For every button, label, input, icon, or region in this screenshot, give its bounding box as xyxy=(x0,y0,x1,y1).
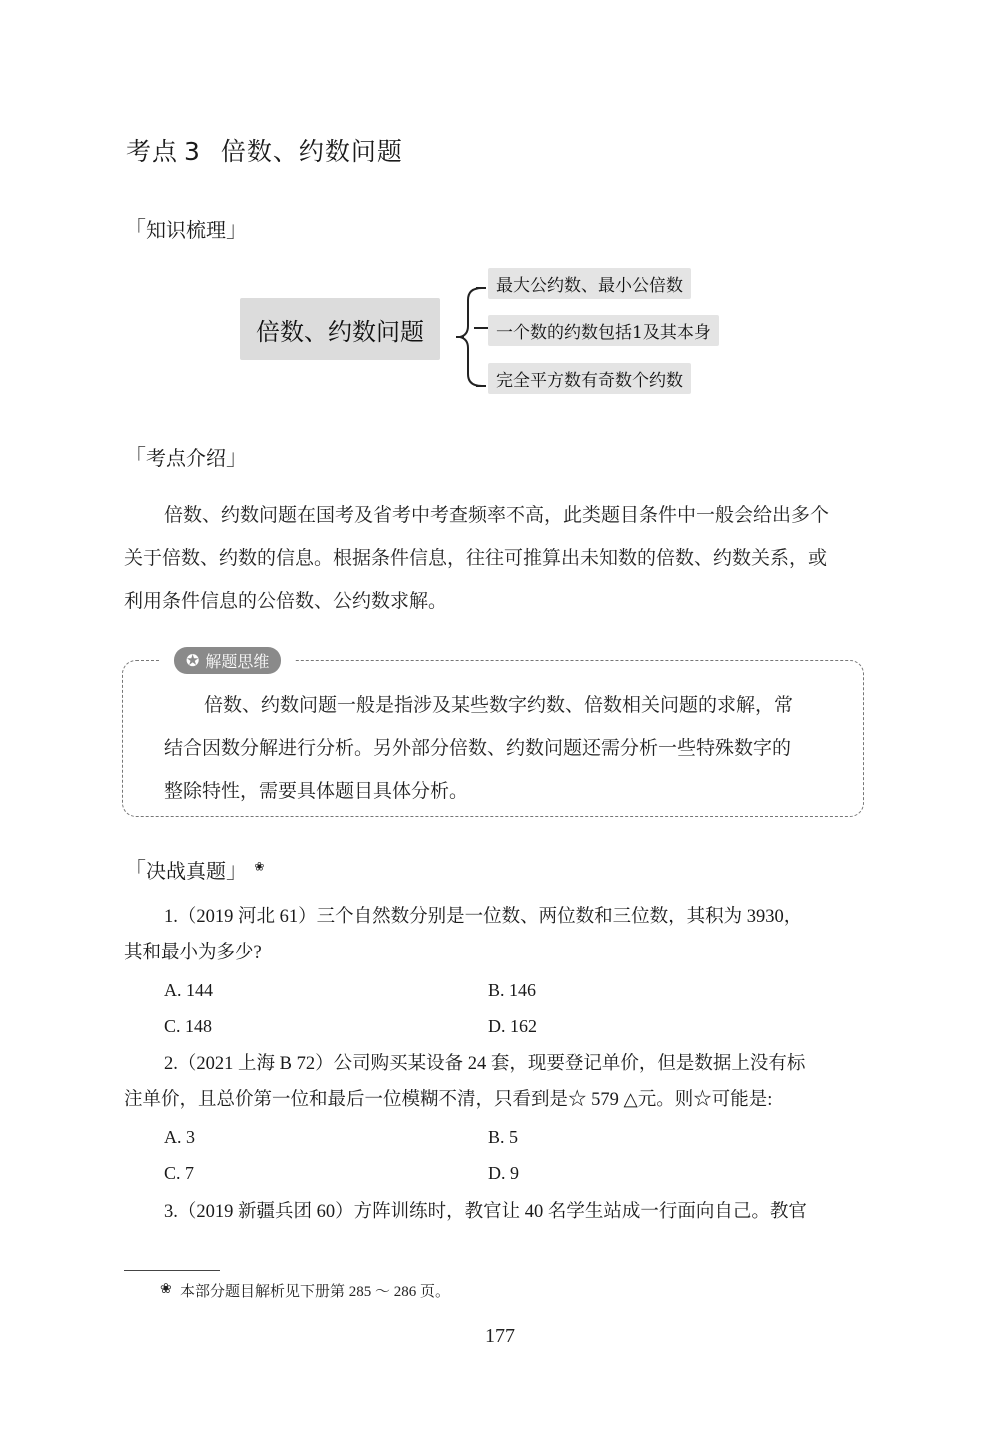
question-2-option: C. 7 xyxy=(164,1163,195,1183)
intro-line: 利用条件信息的公倍数、公约数求解。 xyxy=(124,590,448,612)
thinking-tag xyxy=(160,647,295,673)
section-number: 3 xyxy=(184,137,201,166)
branch-item: 完全平方数有奇数个约数 xyxy=(488,363,691,394)
question-1-option: A. 144 xyxy=(164,980,213,1000)
brace-icon xyxy=(452,282,488,392)
question-2-option: D. 9 xyxy=(488,1163,519,1183)
exam-heading-text: 决战真题 xyxy=(146,859,227,883)
section-name: 倍数、约数问题 xyxy=(220,137,403,166)
footnote-text: 本部分题目解析见下册第 285 ～ 286 页。 xyxy=(180,1284,451,1300)
question-1-line: 其和最小为多少? xyxy=(124,943,262,963)
branch-item: 最大公约数、最小公倍数 xyxy=(488,268,691,299)
intro-heading-text: 考点介绍 xyxy=(146,446,227,470)
knowledge-heading-text: 知识梳理 xyxy=(146,218,227,242)
question-1-option: B. 146 xyxy=(488,980,537,1000)
question-1-option: C. 148 xyxy=(164,1016,213,1036)
footnote-marker-icon: ❀ xyxy=(254,859,265,874)
close-bracket: 」 xyxy=(226,446,249,471)
page-number: 177 xyxy=(485,1325,515,1347)
thinking-pill xyxy=(174,647,281,674)
intro-heading xyxy=(124,441,248,472)
open-bracket: 「 xyxy=(124,446,147,471)
question-2-line: 注单价，且总价第一位和最后一位模糊不清，只看到是☆ 579 △元。则☆可能是: xyxy=(124,1090,773,1110)
branch-item: 一个数的约数包括1及其本身 xyxy=(488,315,719,346)
open-bracket: 「 xyxy=(124,218,147,243)
question-1-line: 1.（2019 河北 61）三个自然数分别是一位数、两位数和三位数，其积为 3930， xyxy=(164,907,803,927)
thinking-tag-text: 解题思维 xyxy=(205,651,270,671)
lightbulb-icon: ✪ xyxy=(186,650,200,670)
knowledge-heading xyxy=(124,213,248,244)
footnote-flower-icon: ❀ xyxy=(160,1281,172,1297)
open-bracket: 「 xyxy=(124,859,147,884)
concept-center-box xyxy=(240,298,440,360)
question-2-option: A. 3 xyxy=(164,1127,195,1147)
question-2-option: B. 5 xyxy=(488,1127,519,1147)
close-bracket: 」 xyxy=(226,859,249,884)
concept-center-text: 倍数、约数问题 xyxy=(256,317,424,346)
question-2-line: 2.（2021 上海 B 72）公司购买某设备 24 套，现要登记单价，但是数据上没有标 xyxy=(164,1054,806,1074)
close-bracket: 」 xyxy=(226,218,249,243)
question-1-option: D. 162 xyxy=(488,1016,537,1036)
exam-heading xyxy=(124,854,264,885)
thinking-line: 倍数、约数问题一般是指涉及某些数字约数、倍数相关问题的求解，常 xyxy=(204,694,794,716)
thinking-line: 结合因数分解进行分析。另外部分倍数、约数问题还需分析一些特殊数字的 xyxy=(164,737,792,759)
thinking-line: 整除特性，需要具体题目具体分析。 xyxy=(164,780,469,802)
section-label: 考点 xyxy=(126,137,179,166)
footnote-rule xyxy=(124,1270,220,1271)
intro-line: 倍数、约数问题在国考及省考中考查频率不高，此类题目条件中一般会给出多个 xyxy=(164,504,830,526)
question-3-line: 3.（2019 新疆兵团 60）方阵训练时，教官让 40 名学生站成一行面向自己。教官 xyxy=(164,1202,807,1222)
section-title xyxy=(126,132,403,168)
intro-line: 关于倍数、约数的信息。根据条件信息，往往可推算出未知数的倍数、约数关系，或 xyxy=(124,547,828,569)
